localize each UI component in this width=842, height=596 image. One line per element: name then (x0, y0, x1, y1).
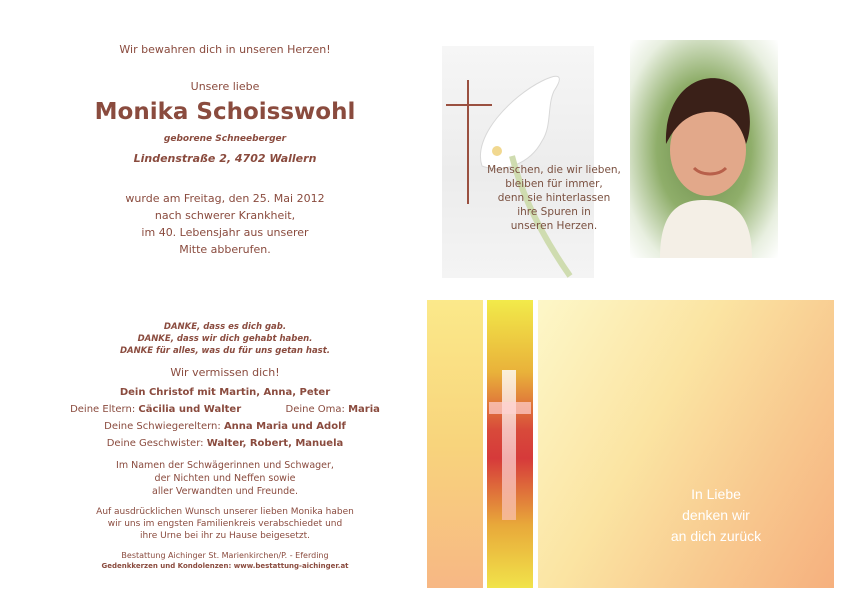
parents-label: Deine Eltern: (70, 404, 139, 415)
memorial-line: In Liebe (691, 486, 741, 502)
lily-photo (442, 46, 594, 278)
memorial-line: an dich zurück (670, 528, 762, 544)
thanks-block (70, 321, 380, 357)
panel-strip (487, 300, 533, 588)
notice-line: wurde am Freitag, den 25. Mai 2012 (125, 192, 325, 205)
deceased-name: Monika Schoisswohl (94, 99, 356, 125)
notice-line: Mitte abberufen. (179, 243, 271, 256)
siblings-label: Deine Geschwister: (106, 438, 207, 449)
cross-bar (446, 104, 492, 106)
thanks-line: DANKE, dass es dich gab. (163, 322, 287, 332)
wish-line: ihre Urne bei ihr zu Hause beigesetzt. (140, 531, 310, 541)
inlaws-line (70, 421, 380, 432)
portrait-photo (630, 40, 778, 258)
memorial-line: denken wir (682, 507, 750, 523)
family-line: Dein Christof mit Martin, Anna, Peter (119, 387, 331, 398)
verse-line: bleiben für immer, (505, 178, 603, 190)
grandma: Maria (348, 404, 380, 415)
names-line: Im Namen der Schwägerinnen und Schwager, (116, 460, 334, 471)
condolences: Gedenkkerzen und Kondolenzen: www.bestattung-aichinger.at (101, 562, 349, 570)
names-line: der Nichten und Neffen sowie (154, 473, 296, 484)
verse (474, 163, 634, 233)
names-line: aller Verwandten und Freunde. (152, 486, 298, 497)
notice-line: nach schwerer Krankheit, (154, 209, 296, 222)
miss-line: Wir vermissen dich! (170, 366, 280, 379)
parents: Cäcilia und Walter (138, 404, 242, 415)
notice-line: im 40. Lebensjahr aus unserer (141, 226, 309, 239)
motto: Wir bewahren dich in unseren Herzen! (119, 43, 331, 56)
verse-line: unseren Herzen. (510, 220, 598, 232)
siblings: Walter, Robert, Manuela (206, 438, 344, 449)
glow-cross-bar (489, 402, 531, 414)
memorial-text (538, 484, 842, 547)
wish-block (70, 506, 380, 542)
birth-name: geborene Schneeberger (163, 134, 287, 144)
lily-icon (442, 46, 594, 278)
inlaws: Anna Maria und Adolf (223, 421, 346, 432)
verse-line: denn sie hinterlassen (497, 192, 611, 204)
grandma-label: Deine Oma: (285, 404, 349, 415)
glow-cross-icon (502, 370, 516, 520)
wish-line: Auf ausdrücklichen Wunsch unserer lieben Monika haben (96, 507, 354, 517)
portrait-icon (630, 40, 778, 258)
verse-line: ihre Spuren in (517, 206, 591, 218)
funeral-home: Bestattung Aichinger St. Marienkirchen/P. - Eferding (121, 551, 329, 560)
thanks-line: DANKE, dass wir dich gehabt haben. (137, 334, 313, 344)
death-notice (70, 190, 380, 258)
address: Lindenstraße 2, 4702 Wallern (133, 152, 317, 165)
siblings-line (70, 438, 380, 449)
wish-line: wir uns im engsten Familienkreis verabschiedet und (107, 519, 343, 529)
intro: Unsere liebe (190, 80, 260, 93)
cross-icon (467, 80, 469, 204)
parents-grandma-line (60, 404, 390, 415)
verse-line: Menschen, die wir lieben, (487, 164, 621, 176)
panel-left (427, 300, 483, 588)
names-block (70, 459, 380, 498)
inlaws-label: Deine Schwiegereltern: (104, 421, 224, 432)
thanks-line: DANKE für alles, was du für uns getan hast. (119, 346, 331, 356)
